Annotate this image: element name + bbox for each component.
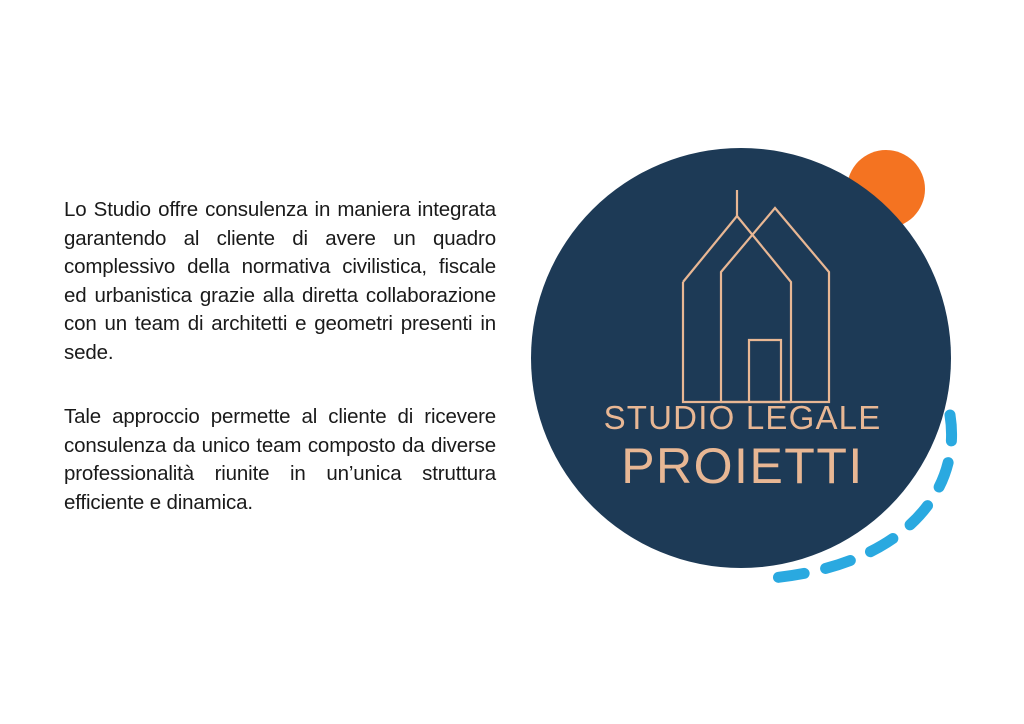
house-outline-icon	[671, 190, 841, 420]
body-paragraph-1: Lo Studio offre consulenza in maniera integrata garantendo al cliente di avere un quadro complessivo della normativa civilistica, fiscale ed urbanistica grazie alla diretta collaborazione con un team di architetti e geometri presenti in sede.	[64, 198, 496, 364]
logo-line-proietti: PROIETTI	[621, 438, 864, 494]
logo-wordmark	[520, 398, 965, 494]
body-paragraph-2: Tale approccio permette al cliente di ricevere consulenza da unico team composto da diverse professionalità riunite in un’unica struttura efficiente e dinamica.	[64, 405, 496, 514]
body-text-column	[64, 196, 496, 517]
logo-circle-background	[531, 148, 951, 568]
logo-line-studio-legale: STUDIO LEGALE	[603, 399, 882, 436]
logo-block	[520, 130, 990, 610]
